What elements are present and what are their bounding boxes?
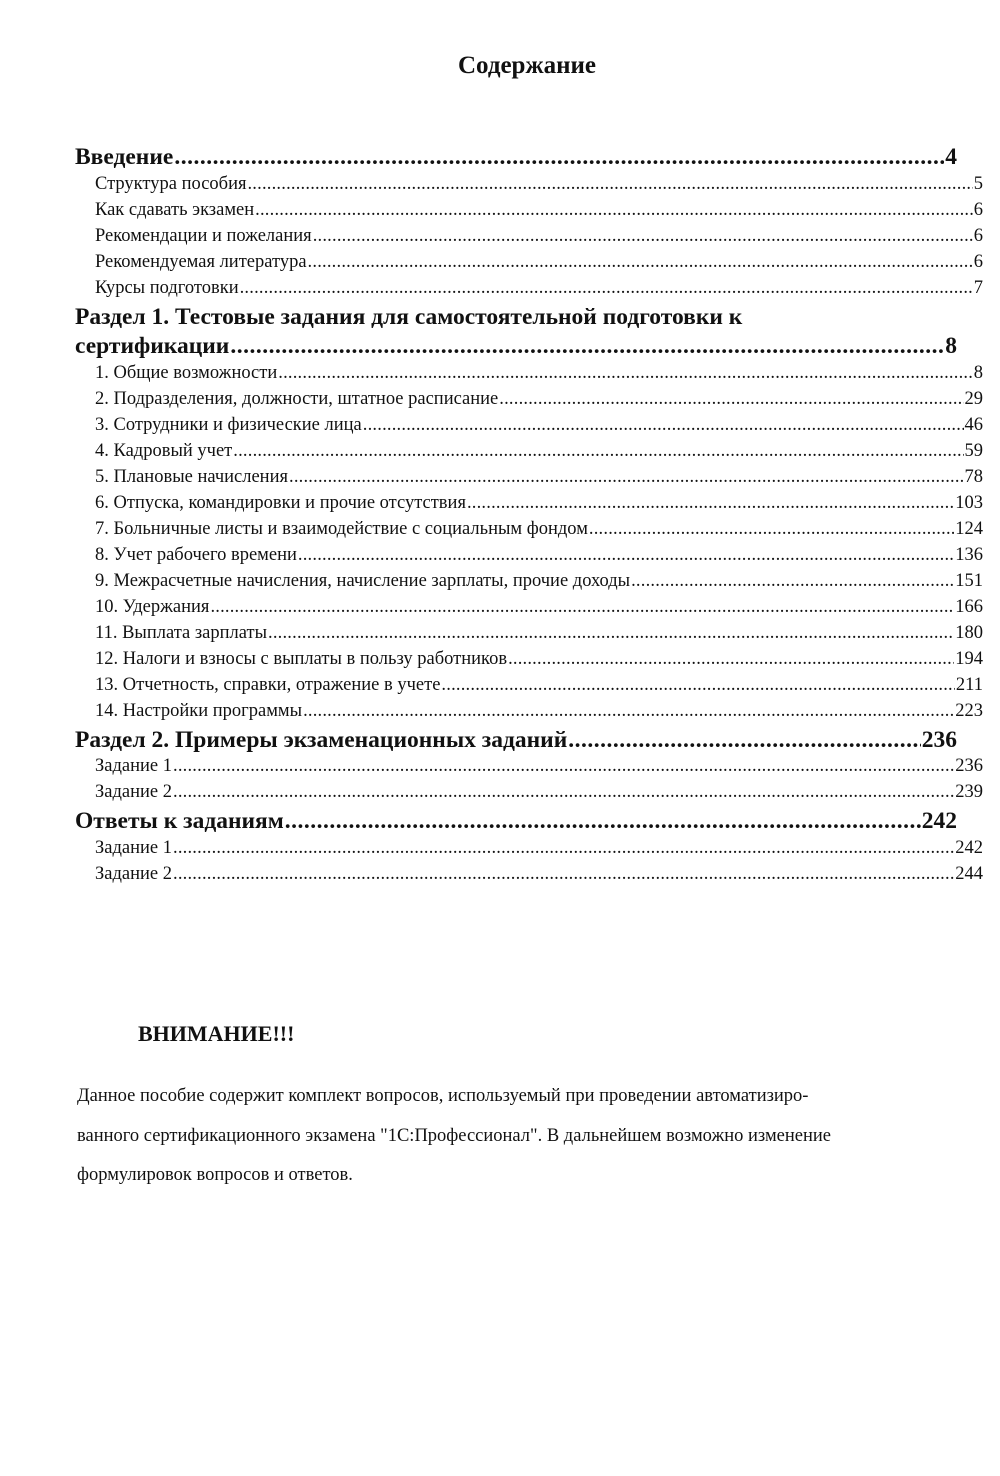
dot-leader [230,333,944,360]
toc-entry-label: Раздел 2. Примеры экзаменационных заданий [75,726,568,753]
toc-subsection[interactable] [95,597,983,623]
dot-leader [508,649,954,670]
dot-leader [298,545,954,566]
toc-entry-label: Рекомендации и пожелания [95,225,312,246]
toc-subsection[interactable] [95,545,983,571]
toc-subsection[interactable] [95,649,983,675]
toc-entry-page: 151 [955,570,983,591]
toc-section[interactable] [75,144,957,174]
toc-entry-label: Задание 1 [95,837,172,858]
toc-section[interactable] [75,727,957,757]
toc-subsection[interactable] [95,226,983,252]
toc-entry-page: 8 [945,333,957,359]
toc-subsection[interactable] [95,838,983,864]
toc-entry-label: 9. Межрасчетные начисления, начисление зарплаты, прочие доходы [95,570,631,591]
toc-entry-page: 46 [964,414,983,435]
paragraph-line: ванного сертификационного экзамена "1С:Профессионал". В дальнейшем возможно изменение [77,1125,832,1146]
toc-entry-page: 242 [921,808,957,834]
dot-leader [441,675,955,696]
toc-entry-page: 236 [921,726,957,753]
toc-subsection[interactable] [95,389,983,415]
toc-subsection[interactable] [95,467,983,493]
dot-leader [289,467,964,488]
toc-entry-page: 236 [955,756,983,776]
toc-entry-label: Введение [75,144,174,170]
toc-entry-page: 6 [973,225,983,246]
toc-entry-page: 211 [955,674,983,695]
toc-subsection[interactable] [95,441,983,467]
toc-entry-label: Задание 2 [95,782,172,802]
dot-leader [363,415,964,436]
table-of-contents [75,144,985,890]
toc-subsection[interactable] [95,701,983,727]
toc-entry-label: 1. Общие возможности [95,362,278,383]
dot-leader [631,571,954,592]
toc-entry-page: 78 [964,466,983,487]
toc-entry-label: Как сдавать экзамен [95,199,255,220]
toc-entry-label: Курсы подготовки [95,277,239,298]
dot-leader [174,144,944,171]
toc-subsection[interactable] [95,571,983,597]
dot-leader [285,808,921,835]
page-title: Содержание [457,52,596,79]
toc-entry-label: 7. Больничные листы и взаимодействие с социальным фондом [95,518,588,539]
toc-entry-label: 14. Настройки программы [95,700,303,721]
toc-section-title-line[interactable]: Раздел 1. Тестовые задания для самостоятельной подготовки к [75,303,743,330]
toc-entry-page: 242 [955,837,983,858]
paragraph-line: Данное пособие содержит комплект вопросов, используемый при проведении автоматизиро- [77,1086,809,1106]
toc-entry-label: 11. Выплата зарплаты [95,622,267,643]
toc-subsection[interactable] [95,675,983,701]
dot-leader [499,389,963,410]
dot-leader [303,701,954,722]
toc-subsection[interactable] [95,415,983,441]
toc-entry-label: 13. Отчетность, справки, отражение в учете [95,674,441,695]
toc-entry-label: 4. Кадровый учет [95,440,233,461]
paragraph-line: формулировок вопросов и ответов. [77,1165,353,1185]
toc-entry-page: 103 [955,492,983,513]
toc-section[interactable] [75,808,957,838]
toc-entry-label: 5. Плановые начисления [95,466,288,487]
dot-leader [173,838,954,859]
toc-entry-label: сертификации [75,333,230,359]
dot-leader [467,493,954,514]
toc-entry-label: Рекомендуемая литература [95,251,307,272]
toc-entry-page: 6 [973,199,983,220]
toc-subsection[interactable] [95,864,983,890]
toc-entry-page: 7 [973,277,983,298]
toc-subsection[interactable] [95,278,983,304]
toc-entry-page: 4 [945,144,957,170]
toc-entry-label: 2. Подразделения, должности, штатное расписание [95,388,499,409]
toc-subsection[interactable] [95,252,983,278]
toc-entry-page: 29 [964,388,983,409]
dot-leader [173,756,954,777]
dot-leader [173,864,954,885]
toc-entry-label: 8. Учет рабочего времени [95,544,297,565]
toc-section[interactable] [75,333,957,363]
toc-subsection[interactable] [95,363,983,389]
toc-entry-label: Структура пособия [95,173,247,194]
dot-leader [278,363,973,384]
toc-entry-label: 6. Отпуска, командировки и прочие отсутствия [95,492,466,513]
toc-entry-page: 5 [973,173,983,194]
toc-entry-page: 239 [955,782,983,802]
toc-subsection[interactable] [95,782,983,808]
toc-entry-page: 136 [955,544,983,565]
toc-entry-page: 194 [955,648,983,669]
dot-leader [255,200,973,221]
toc-entry-label: Ответы к заданиям [75,808,284,834]
dot-leader [568,727,920,754]
toc-entry-label: Задание 2 [95,863,172,884]
dot-leader [240,278,973,299]
dot-leader [173,782,954,803]
toc-entry-page: 223 [955,700,983,721]
toc-subsection[interactable] [95,623,983,649]
toc-entry-page: 8 [973,362,983,383]
toc-subsection[interactable] [95,519,983,545]
attention-paragraph [77,1077,997,1196]
dot-leader [589,519,954,540]
dot-leader [313,226,973,247]
toc-entry-page: 59 [964,440,983,461]
toc-entry-page: 180 [955,622,983,643]
toc-subsection[interactable] [95,174,983,200]
toc-subsection[interactable] [95,493,983,519]
toc-entry-page: 124 [955,518,983,539]
attention-heading: ВНИМАНИЕ!!! [138,1021,295,1046]
dot-leader [210,597,954,618]
dot-leader [308,252,973,273]
dot-leader [233,441,963,462]
toc-entry-page: 6 [973,251,983,272]
toc-entry-label: Задание 1 [95,756,172,776]
toc-entry-page: 166 [955,596,983,617]
toc-entry-label: 3. Сотрудники и физические лица [95,414,362,435]
toc-entry-page: 244 [955,863,983,884]
toc-subsection[interactable] [95,200,983,226]
toc-entry-label: 12. Налоги и взносы с выплаты в пользу работников [95,648,508,669]
dot-leader [247,174,972,195]
toc-subsection[interactable] [95,756,983,782]
toc-entry-label: 10. Удержания [95,596,210,617]
dot-leader [268,623,954,644]
